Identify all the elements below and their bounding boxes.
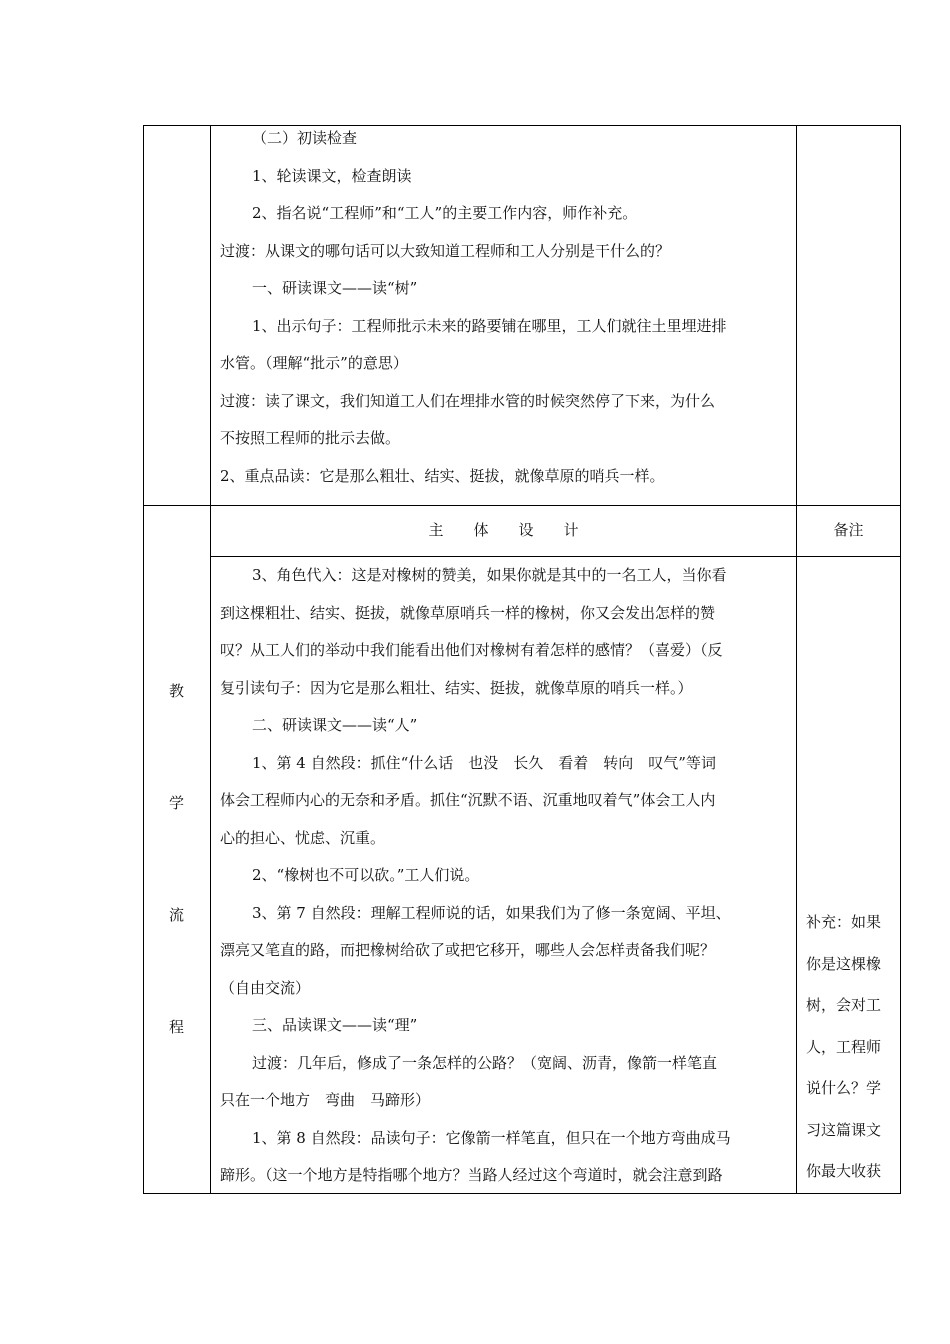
text-line: （自由交流） xyxy=(220,978,311,997)
text-line: 2、指名说“工程师”和“工人”的主要工作内容，师作补充。 xyxy=(252,204,638,222)
note-line: 补充：如果 xyxy=(806,913,882,931)
note-line: 你最大收获 xyxy=(806,1162,882,1180)
note-text xyxy=(806,902,896,1193)
table-border-right xyxy=(900,125,901,1194)
text-line: 过渡：从课文的哪句话可以大致知道工程师和工人分别是干什么的？ xyxy=(220,241,671,260)
note-line: 说什么？学 xyxy=(806,1079,882,1097)
table-divider-note xyxy=(796,125,797,1194)
side-label-char: 程 xyxy=(168,1018,184,1036)
text-line: 1、出示句子：工程师批示未来的路要铺在哪里，工人们就往土里埋进排 xyxy=(252,316,727,335)
text-line: 到这棵粗壮、结实、挺拔，就像草原哨兵一样的橡树，你又会发出怎样的赞 xyxy=(220,603,716,622)
text-line: 蹄形。（这一个地方是特指哪个地方？当路人经过这个弯道时，就会注意到路 xyxy=(220,1166,723,1184)
text-line: 叹？从工人们的举动中我们能看出他们对橡树有着怎样的感情？（喜爱）（反 xyxy=(220,641,723,659)
text-line: 不按照工程师的批示去做。 xyxy=(220,429,401,447)
note-header: 备注 xyxy=(833,521,864,539)
text-line: 1、轮读课文，检查朗读 xyxy=(252,166,412,185)
text-line: 漂亮又笔直的路，而把橡树给砍了或把它移开，哪些人会怎样责备我们呢？ xyxy=(220,941,716,959)
text-line: 1、第 4 自然段：抓住“什么话 也没 长久 看着 转向 叹气”等词 xyxy=(252,753,716,772)
note-line: 你是这棵橡 xyxy=(806,954,882,973)
note-line: 人，工程师 xyxy=(806,1037,882,1056)
text-line: 1、第 8 自然段：品读句子：它像箭一样笔直，但只在一个地方弯曲成马 xyxy=(252,1128,731,1147)
text-line: 心的担心、忧虑、沉重。 xyxy=(220,828,386,847)
side-label-char: 学 xyxy=(168,794,184,812)
text-line: 二、研读课文——读“人” xyxy=(252,716,418,734)
text-line: 3、角色代入：这是对橡树的赞美，如果你就是其中的一名工人，当你看 xyxy=(252,566,727,584)
text-line: 过渡：几年后，修成了一条怎样的公路？（宽阔、沥青，像箭一样笔直 xyxy=(252,1053,718,1072)
main-design-header: 主 体 设 计 xyxy=(428,521,579,539)
text-line: 3、第 7 自然段：理解工程师说的话，如果我们为了修一条宽阔、平坦、 xyxy=(252,903,731,922)
text-line: 过渡：读了课文，我们知道工人们在埋排水管的时候突然停了下来，为什么 xyxy=(220,391,716,410)
table-divider-side xyxy=(210,125,211,1194)
text-line: 一、研读课文——读“树” xyxy=(252,279,418,297)
side-label-char: 流 xyxy=(168,906,184,924)
top-section-text xyxy=(220,120,727,495)
text-line: 2、“橡树也不可以砍。”工人们说。 xyxy=(252,866,480,884)
note-line: 习这篇课文 xyxy=(806,1120,882,1139)
text-line: 水管。（理解“批示”的意思） xyxy=(220,354,408,372)
text-line: 复引读句子：因为它是那么粗壮、结实、挺拔，就像草原的哨兵一样。） xyxy=(220,678,693,697)
note-line: 树，会对工 xyxy=(806,996,882,1014)
text-line: 只在一个地方 弯曲 马蹄形） xyxy=(220,1091,431,1109)
text-line: 体会工程师内心的无奈和矛盾。抓住“沉默不语、沉重地叹着气”体会工人内 xyxy=(220,791,716,809)
main-section-text xyxy=(220,557,731,1195)
side-label-char: 教 xyxy=(168,682,184,700)
text-line: （二）初读检查 xyxy=(252,129,358,147)
text-line: 三、品读课文——读“理” xyxy=(252,1016,418,1034)
text-line: 2、重点品读：它是那么粗壮、结实、挺拔，就像草原的哨兵一样。 xyxy=(220,466,665,485)
